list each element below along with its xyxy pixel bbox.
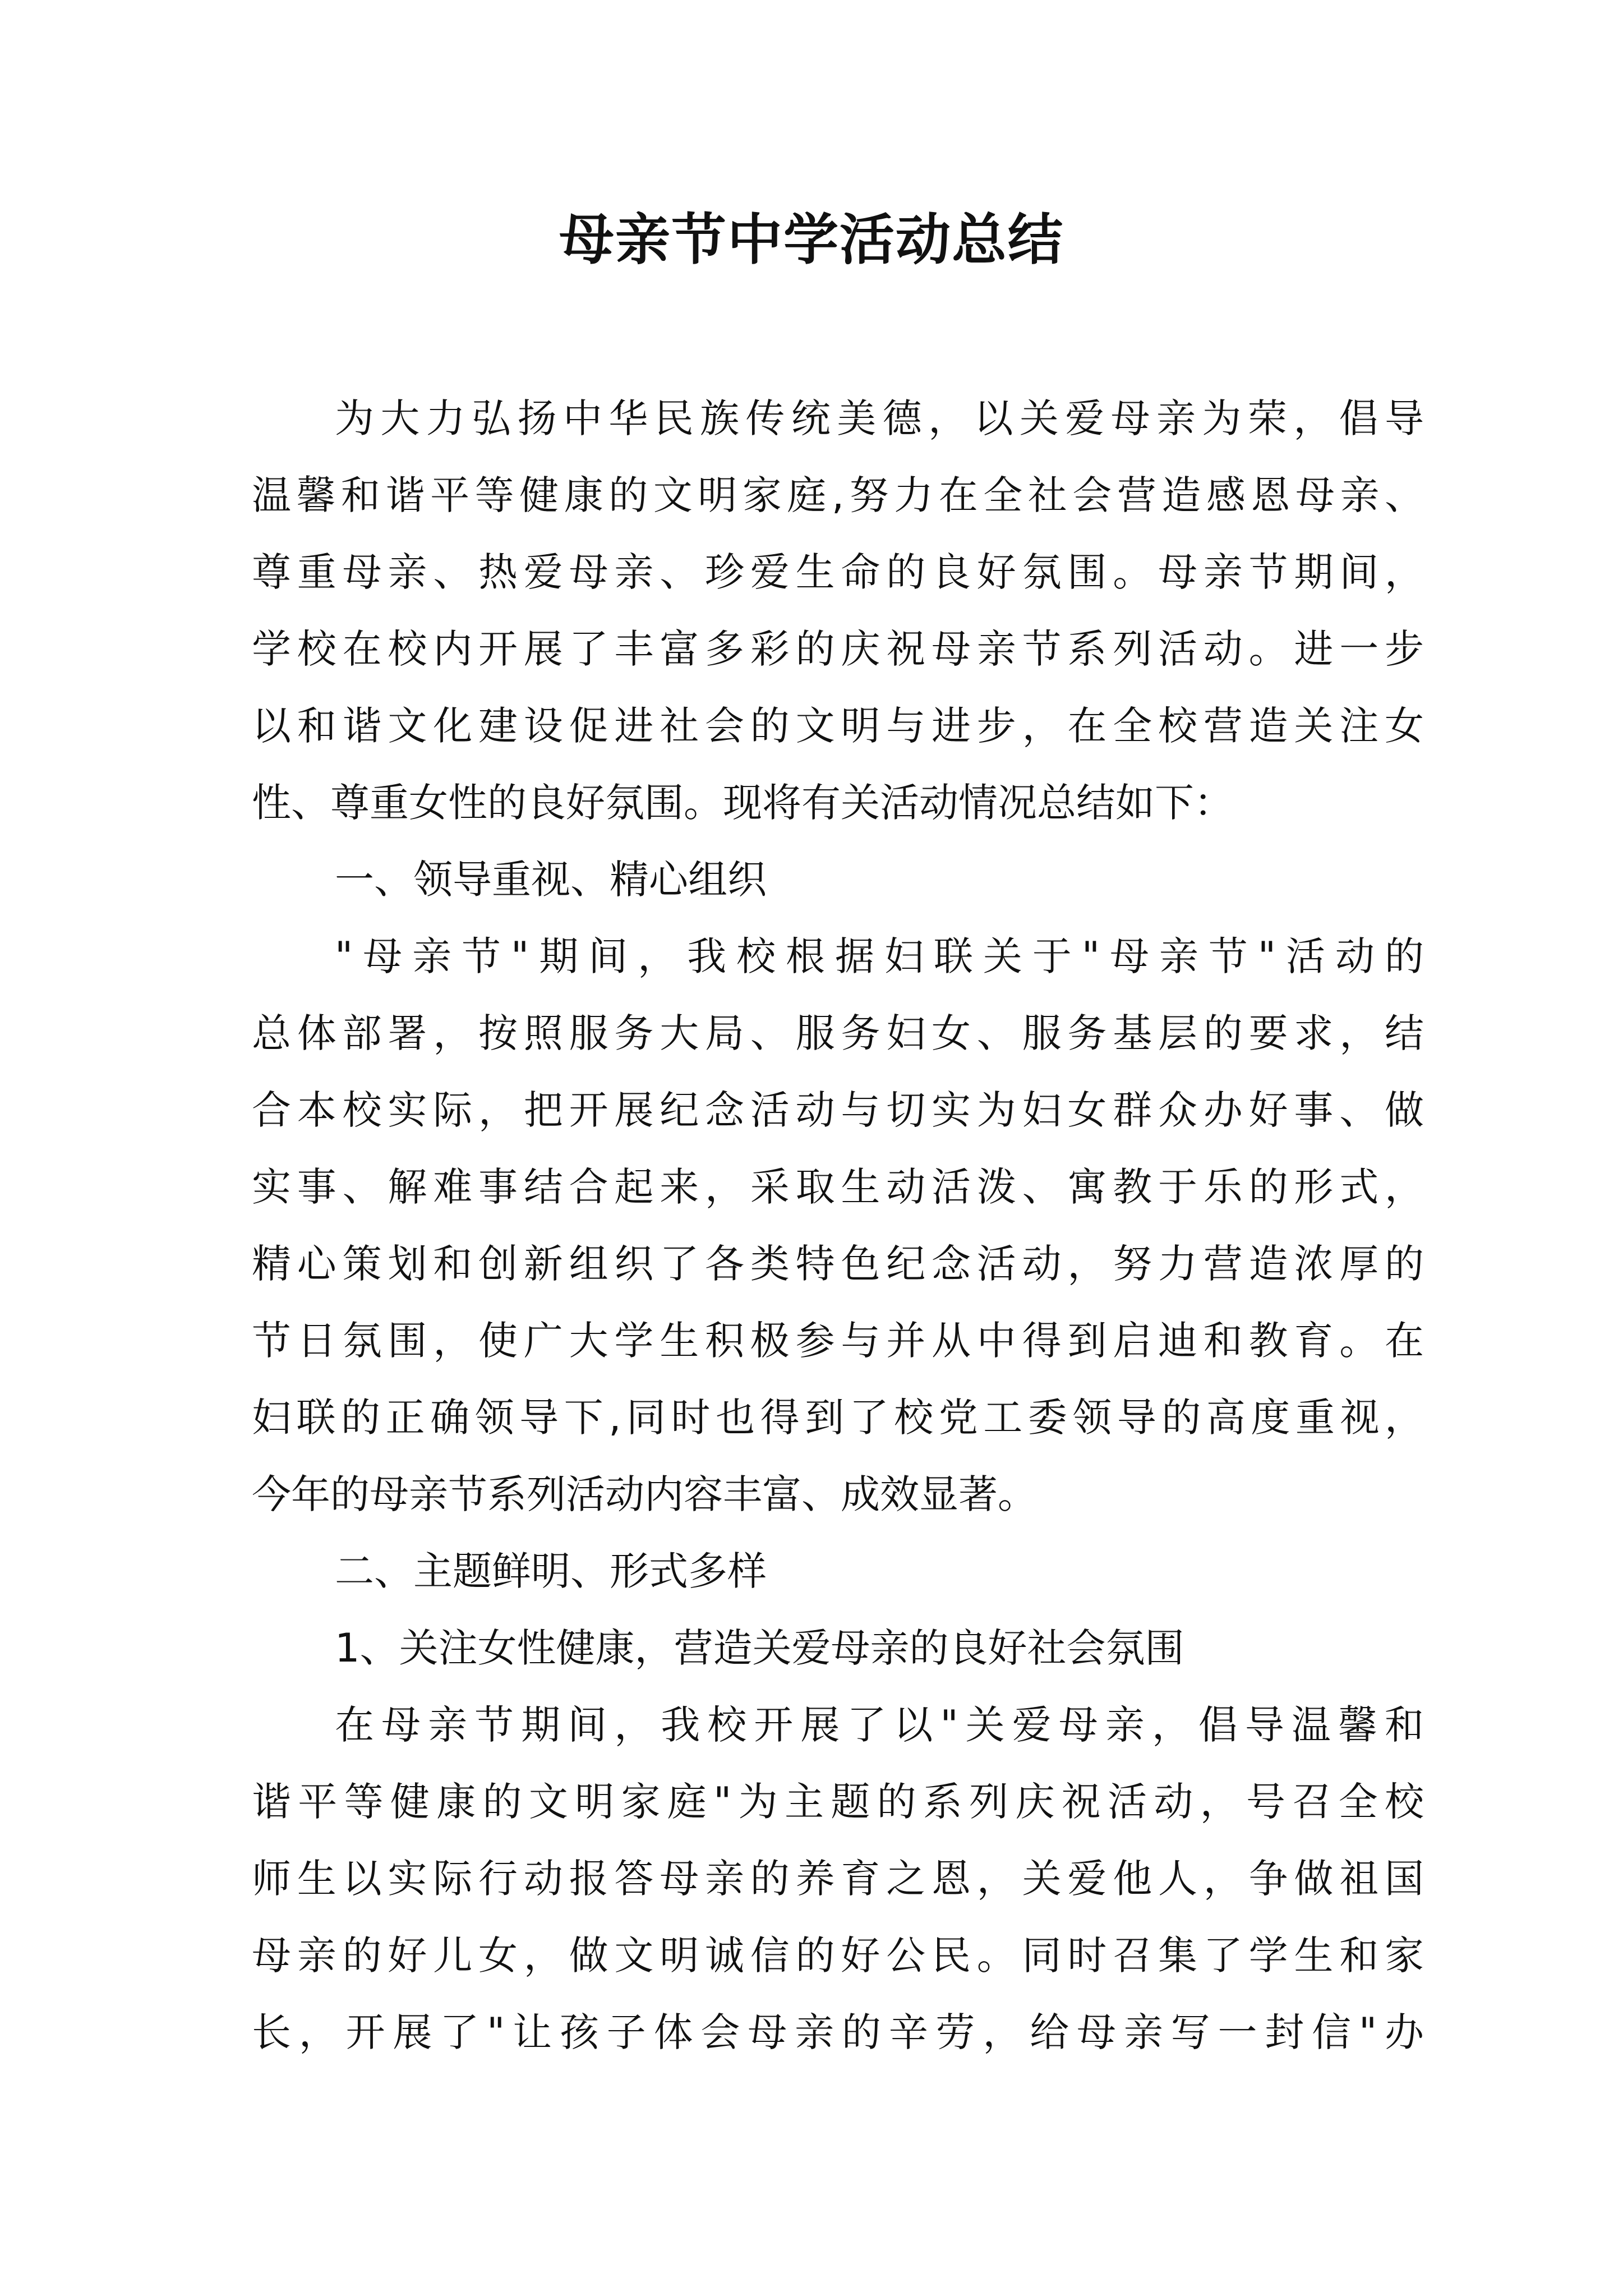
section-heading-2: 二、主题鲜明、形式多样 bbox=[335, 1548, 767, 1594]
body-line-2: 温馨和谐平等健康的文明家庭,努力在全社会营造感恩母亲、 bbox=[252, 472, 1424, 518]
body-line-12: 精心策划和创新组织了各类特色纪念活动，努力营造浓厚的 bbox=[252, 1241, 1424, 1287]
body-line-4: 学校在校内开展了丰富多彩的庆祝母亲节系列活动。进一步 bbox=[252, 626, 1424, 672]
body-line-21: 母亲的好儿女，做文明诚信的好公民。同时召集了学生和家 bbox=[252, 1932, 1424, 1978]
body-line-8: "母亲节"期间，我校根据妇联关于"母亲节"活动的 bbox=[335, 933, 1424, 979]
body-line-20: 师生以实际行动报答母亲的养育之恩，关爱他人，争做祖国 bbox=[252, 1856, 1424, 1902]
section-heading-1: 一、领导重视、精心组织 bbox=[335, 857, 767, 903]
body-line-5: 以和谐文化建设促进社会的文明与进步，在全校营造关注女 bbox=[252, 703, 1424, 749]
document-body bbox=[252, 380, 1424, 2071]
body-line-15: 今年的母亲节系列活动内容丰富、成效显著。 bbox=[252, 1471, 1037, 1517]
body-line-19: 谐平等健康的文明家庭"为主题的系列庆祝活动，号召全校 bbox=[252, 1779, 1424, 1825]
body-line-14: 妇联的正确领导下,同时也得到了校党工委领导的高度重视， bbox=[252, 1395, 1424, 1441]
body-line-10: 合本校实际，把开展纪念活动与切实为妇女群众办好事、做 bbox=[252, 1087, 1424, 1133]
subsection-heading-1: 1、关注女性健康，营造关爱母亲的良好社会氛围 bbox=[335, 1625, 1184, 1671]
document-title: 母亲节中学活动总结 bbox=[559, 208, 1064, 272]
body-line-18: 在母亲节期间，我校开展了以"关爱母亲，倡导温馨和 bbox=[335, 1702, 1424, 1748]
body-line-6: 性、尊重女性的良好氛围。现将有关活动情况总结如下： bbox=[252, 780, 1233, 826]
body-line-3: 尊重母亲、热爱母亲、珍爱生命的良好氛围。母亲节期间， bbox=[252, 549, 1424, 595]
body-line-1: 为大力弘扬中华民族传统美德，以关爱母亲为荣，倡导 bbox=[335, 395, 1424, 441]
body-line-11: 实事、解难事结合起来，采取生动活泼、寓教于乐的形式， bbox=[252, 1164, 1424, 1210]
body-line-13: 节日氛围，使广大学生积极参与并从中得到启迪和教育。在 bbox=[252, 1318, 1424, 1364]
body-line-9: 总体部署，按照服务大局、服务妇女、服务基层的要求，结 bbox=[252, 1010, 1424, 1056]
body-line-22: 长，开展了"让孩子体会母亲的辛劳，给母亲写一封信"办 bbox=[252, 2009, 1424, 2055]
